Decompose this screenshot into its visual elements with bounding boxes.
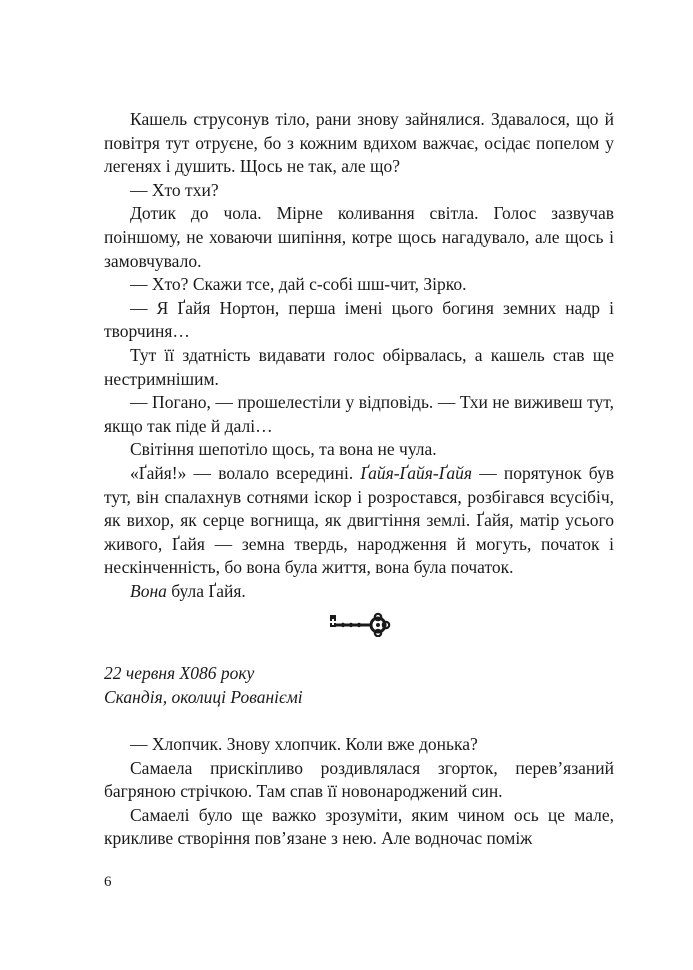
paragraph: Самаела прискіпливо роздивлялася згорток, перев’язаний багряною стрічкою. Там спав її новонароджений син. (104, 757, 614, 802)
text-block-section-1 (104, 108, 614, 603)
paragraph: Тут її здатність видавати голос обірвалась, а кашель став ще нестримнішим. (104, 344, 614, 389)
paragraph: — Хто? Скажи тсе, дай с-собі шш-чит, Зірко. (130, 274, 467, 295)
paragraph: — Хто тхи? (130, 179, 219, 200)
key-ornament-icon (322, 611, 392, 637)
final-line-rest: була Ґайя. (166, 580, 246, 601)
paragraph: Світіння шепотіло щось, та вона не чула. (130, 439, 437, 460)
page-number: 6 (104, 874, 112, 890)
paragraph: — Я Ґайя Нортон, перша імені цього богиня земних надр і творчиня… (104, 297, 614, 342)
final-line (104, 580, 614, 604)
final-line-italic: Вона (130, 580, 167, 601)
gaia-paragraph-start: «Ґайя!» — волало всередині. (130, 462, 361, 483)
paragraph: — Хлопчик. Знову хлопчик. Коли вже донька? (130, 734, 478, 754)
paragraph: Кашель струсонув тіло, рани знову зайнялися. Здавалося, що й повітря тут отруєне, бо з кожним вдихом важчає, осідає попелом у легенях і душить. Щось не так, але що? (104, 109, 614, 177)
text-block-section-2 (104, 733, 614, 851)
gaia-paragraph-italic: Ґайя-Ґайя-Ґайя (360, 462, 473, 483)
gaia-paragraph-end: — порятунок був тут, він спалахнув сотнями іскор і розростався, розбігався всусібіч, як вихор, як серце вогнища, як двигтіння землі. Ґайя, матір усього живого, Ґайя — земна твердь, народження й могуть, початок і нескінченність, бо вона була життя, вона була початок. (104, 462, 614, 578)
paragraph: Самаелі було ще важко зрозуміти, яким чином ось це мале, крикливе створіння пов’язане з нею. Але водночас поміж (104, 804, 614, 849)
paragraph: Дотик до чола. Мірне коливання світла. Голос зазвучав поіншому, не ховаючи шипіння, котре щось нагадувало, але щось і замовчувало. (104, 203, 614, 271)
section-date: 22 червня Х086 року (104, 663, 255, 683)
paragraph: — Погано, — прошелестіли у відповідь. — Тхи не виживеш тут, якщо так піде й далі… (104, 392, 614, 436)
gaia-paragraph (104, 462, 614, 580)
section-header (104, 662, 614, 709)
section-place: Скандія, околиці Рованіємі (104, 686, 303, 707)
